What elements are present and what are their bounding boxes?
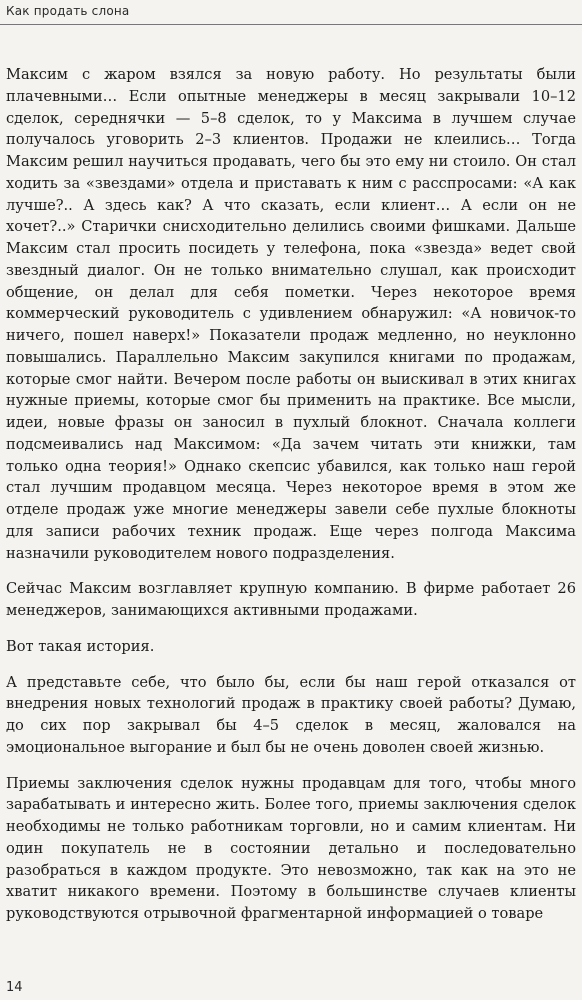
paragraph-imagine: А представьте себе, что было бы, если бы наш герой отказался от внедрения новых технологий продаж в практику своей работы? Думаю, до сих пор закрывал бы 4–5 сделок в месяц, жаловался на эмоциональное выгорание и был бы не очень доволен своей жизнью. bbox=[6, 673, 576, 756]
paragraph-closing-techniques: Приемы заключения сделок нужны продавцам для того, чтобы много зарабатывать и интересно жить. Более того, приемы заключения сделок необходимы не только работникам торговли, но и самим клиентам. Ни один покупатель не в состоянии детально и последовательно разобраться в каждом продукте. Это невозможно, так как на это не хватит никакого времени. Поэтому в большинстве случаев клиенты руководствуются отрывочной фрагментарной информацией о товаре bbox=[6, 774, 576, 922]
page-number: 14 bbox=[6, 980, 23, 995]
body-text bbox=[6, 64, 576, 939]
running-head: Как продать слона bbox=[6, 4, 130, 18]
paragraph-maxim-now: Сейчас Максим возглавляет крупную компанию. В фирме работает 26 менеджеров, занимающихся активными продажами. bbox=[6, 580, 576, 619]
header-rule bbox=[0, 24, 582, 25]
paragraph-story-end: Вот такая история. bbox=[6, 637, 155, 655]
paragraph-maxim-story: Максим с жаром взялся за новую работу. Но результаты были плачевными… Если опытные менеджеры в месяц закрывали 10–12 сделок, середнячки — 5–8 сделок, то у Максима в лучшем случае получалось уговорить 2–3 клиентов. Продажи не клеились… Тогда Максим решил научиться продавать, чего бы это ему ни стоило. Он стал ходить за «звездами» отдела и приставать к ним с расспросами: «А как лучше?.. А здесь как? А что сказать, если клиент… А если он не хочет?..» Старички снисходительно делились своими фишками. Дальше Максим стал просить посидеть у телефона, пока «звезда» ведет свой звездный диалог. Он не только внимательно слушал, как происходит общение, он делал для себя пометки. Через некоторое время коммерческий руководитель с удивлением обнаружил: «А новичок-то ничего, пошел наверх!» Показатели продаж медленно, но неуклонно повышались. Параллельно Максим закупился книгами по продажам, которые смог найти. Вечером после работы он выискивал в этих книгах нужные приемы, которые смог бы применить на практике. Все мысли, идеи, новые фразы он заносил в пухлый блокнот. Сначала коллеги подсмеивались над Максимом: «Да зачем читать эти книжки, там только одна теория!» Однако скепсис убавился, как только наш герой стал лучшим продавцом месяца. Через некоторое время в этом же отделе продаж уже многие менеджеры завели себе пухлые блокноты для записи рабочих техник продаж. Еще через полгода Максима назначили руководителем нового подразделения. bbox=[6, 66, 576, 562]
